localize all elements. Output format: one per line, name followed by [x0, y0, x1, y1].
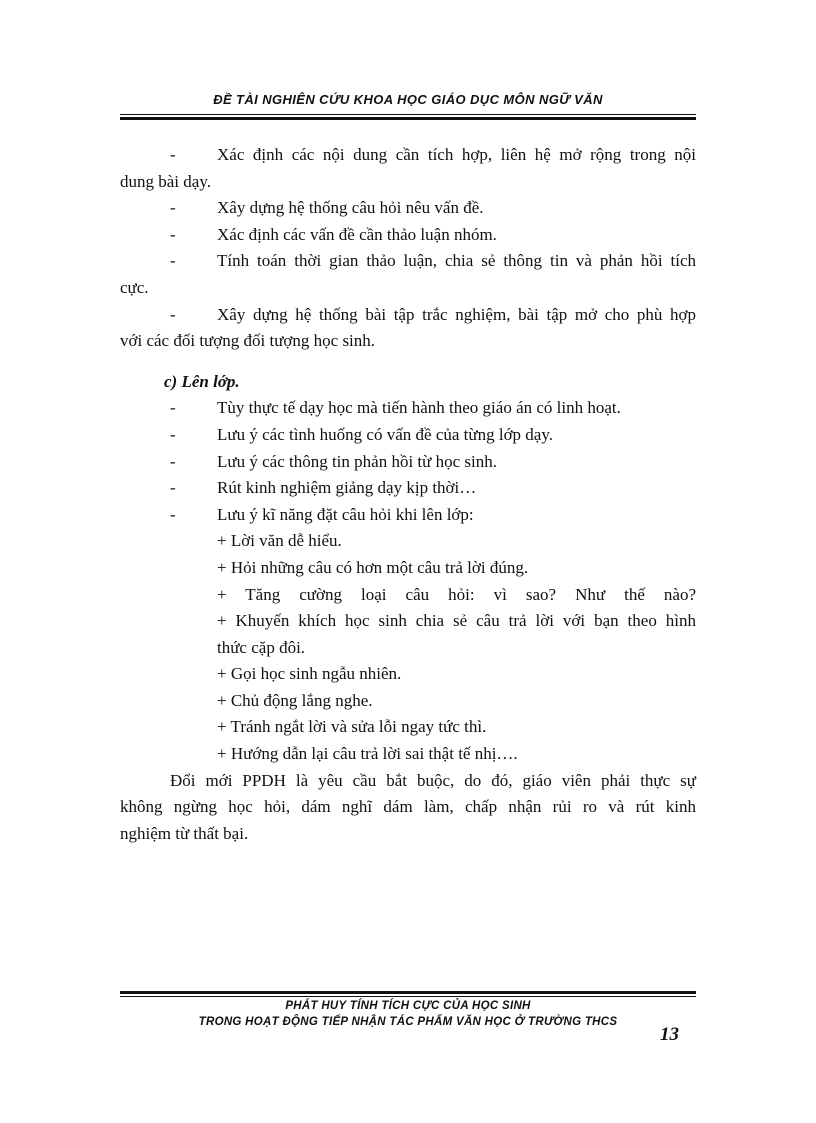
- header-title: ĐỀ TÀI NGHIÊN CỨU KHOA HỌC GIÁO DỤC MÔN NGỮ VĂN: [213, 92, 603, 107]
- list-item: - Tùy thực tế dạy học mà tiến hành theo giáo án có linh hoạt.: [170, 398, 621, 418]
- list-item: - Tính toán thời gian thảo luận, chia sẻ thông tin và phản hồi tích: [170, 251, 696, 271]
- sub-item-continuation: thức cặp đôi.: [217, 637, 306, 657]
- footer-rule-thick: [120, 991, 696, 994]
- conclusion-paragraph-line: nghiệm từ thất bại.: [120, 823, 249, 843]
- header-rule-thin: [120, 114, 696, 115]
- sub-item: + Chủ động lắng nghe.: [217, 690, 373, 710]
- list-item-continuation: cực.: [120, 277, 149, 297]
- list-item: - Xác định các nội dung cần tích hợp, liên hệ mở rộng trong nội: [170, 145, 696, 164]
- list-item: - Lưu ý các tình huống có vấn đề của từng lớp dạy.: [170, 424, 553, 444]
- section-title: c) Lên lớp.: [164, 371, 240, 391]
- sub-item: + Hướng dẫn lại câu trả lời sai thật tế nhị….: [217, 744, 518, 764]
- page-number: 13: [660, 1024, 679, 1045]
- list-item: - Lưu ý các thông tin phản hồi từ học sinh.: [170, 451, 497, 471]
- header-rule-thick: [120, 117, 696, 120]
- sub-item: + Gọi học sinh ngẫu nhiên.: [217, 664, 402, 684]
- list-item: - Xây dựng hệ thống bài tập trắc nghiệm, bài tập mở cho phù hợp: [170, 304, 696, 324]
- list-item-continuation: dung bài dạy.: [120, 171, 211, 191]
- sub-item: + Khuyến khích học sinh chia sẻ câu trả lời với bạn theo hình: [217, 611, 696, 631]
- list-item: - Rút kinh nghiệm giảng dạy kịp thời…: [170, 478, 477, 498]
- sub-item: + Tăng cường loại câu hỏi: vì sao? Như thế nào?: [217, 584, 696, 604]
- conclusion-paragraph-line: Đổi mới PPDH là yêu cầu bắt buộc, do đó, giáo viên phải thực sự: [170, 770, 696, 790]
- footer-line-2: TRONG HOẠT ĐỘNG TIẾP NHẬN TÁC PHẨM VĂN HỌC Ở TRƯỜNG THCS: [198, 1016, 618, 1028]
- footer-rule-thin: [120, 996, 696, 997]
- sub-item: + Tránh ngắt lời và sửa lỗi ngay tức thì.: [217, 717, 487, 737]
- list-item: - Lưu ý kĩ năng đặt câu hỏi khi lên lớp:: [170, 504, 474, 524]
- document-body: [120, 142, 696, 847]
- sub-item: + Hỏi những câu có hơn một câu trả lời đúng.: [217, 557, 529, 577]
- sub-item: + Lời văn dễ hiểu.: [217, 531, 342, 551]
- list-item: - Xác định các vấn đề cần thảo luận nhóm.: [170, 224, 497, 244]
- footer-line-1: PHÁT HUY TÍNH TÍCH CỰC CỦA HỌC SINH: [285, 1000, 531, 1012]
- conclusion-paragraph-line: không ngừng học hỏi, dám nghĩ dám làm, chấp nhận rủi ro và rút kinh: [120, 797, 696, 817]
- list-item-continuation: với các đối tượng đối tượng học sinh.: [120, 331, 376, 351]
- list-item: - Xây dựng hệ thống câu hỏi nêu vấn đề.: [170, 198, 484, 218]
